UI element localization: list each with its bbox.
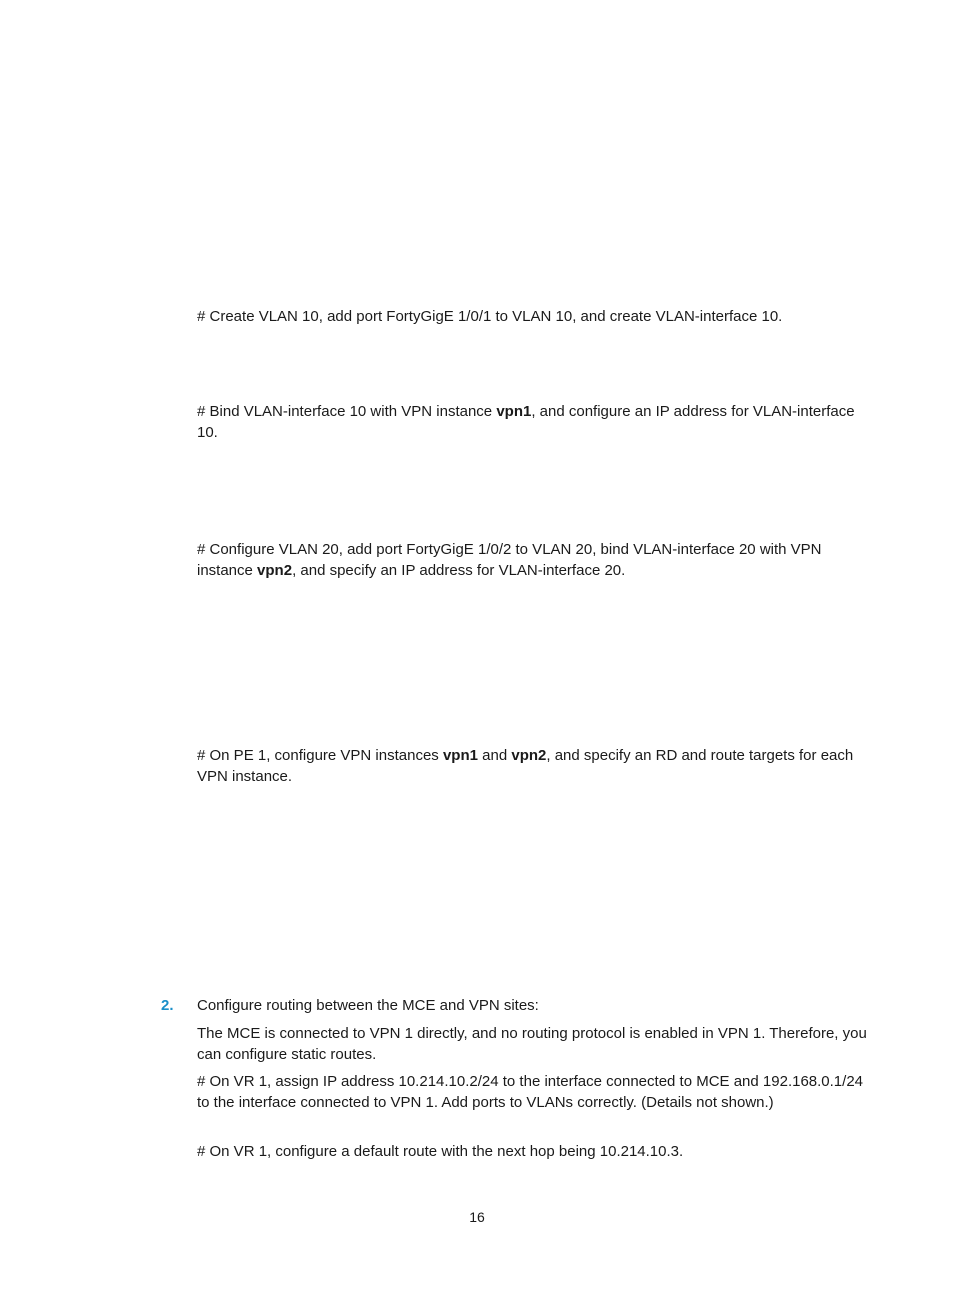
paragraph-create-vlan10 xyxy=(197,306,869,327)
step-number: 2. xyxy=(161,997,174,1014)
paragraph-text: # Configure VLAN 20, add port FortyGigE 1/0/2 to VLAN 20, bind VLAN-interface 20 with VPN instance xyxy=(197,541,822,579)
vpn-instance-name: vpn2 xyxy=(511,747,547,764)
step-title xyxy=(197,995,869,1016)
step-paragraph-static-routes xyxy=(197,1023,869,1065)
paragraph-text: and xyxy=(477,747,512,764)
step-paragraph-assign-ip xyxy=(197,1071,869,1113)
page-number: 16 xyxy=(469,1209,485,1225)
paragraph-text: , and specify an RD and route targets for each VPN instance. xyxy=(197,747,854,785)
step-title-text: Configure routing between the MCE and VPN sites: xyxy=(197,997,539,1014)
paragraph-text: The MCE is connected to VPN 1 directly, and no routing protocol is enabled in VPN 1. Therefore, you can configure static routes. xyxy=(197,1025,867,1063)
paragraph-text: # Bind VLAN-interface 10 with VPN instance xyxy=(197,403,497,420)
paragraph-bind-vlan-interface10 xyxy=(197,401,869,443)
paragraph-text: # On PE 1, configure VPN instances xyxy=(197,747,443,764)
paragraph-configure-vlan20 xyxy=(197,539,869,581)
paragraph-pe1-vpn-instances xyxy=(197,745,869,787)
vpn-instance-name: vpn1 xyxy=(496,403,532,420)
vpn-instance-name: vpn1 xyxy=(442,747,478,764)
paragraph-text: # On VR 1, configure a default route with the next hop being 10.214.10.3. xyxy=(197,1143,684,1160)
step-paragraph-default-route xyxy=(197,1141,869,1162)
vpn-instance-name: vpn2 xyxy=(257,562,293,579)
paragraph-text: , and specify an IP address for VLAN-interface 20. xyxy=(292,562,626,579)
paragraph-text: , and configure an IP address for VLAN-interface 10. xyxy=(197,403,855,441)
paragraph-text: # On VR 1, assign IP address 10.214.10.2/24 to the interface connected to MCE and 192.168.0.1/24 to the interface connected to VPN 1. Add ports to VLANs correctly. (Details not shown.) xyxy=(197,1073,864,1111)
paragraph-text: # Create VLAN 10, add port FortyGigE 1/0/1 to VLAN 10, and create VLAN-interface 10. xyxy=(197,308,783,325)
